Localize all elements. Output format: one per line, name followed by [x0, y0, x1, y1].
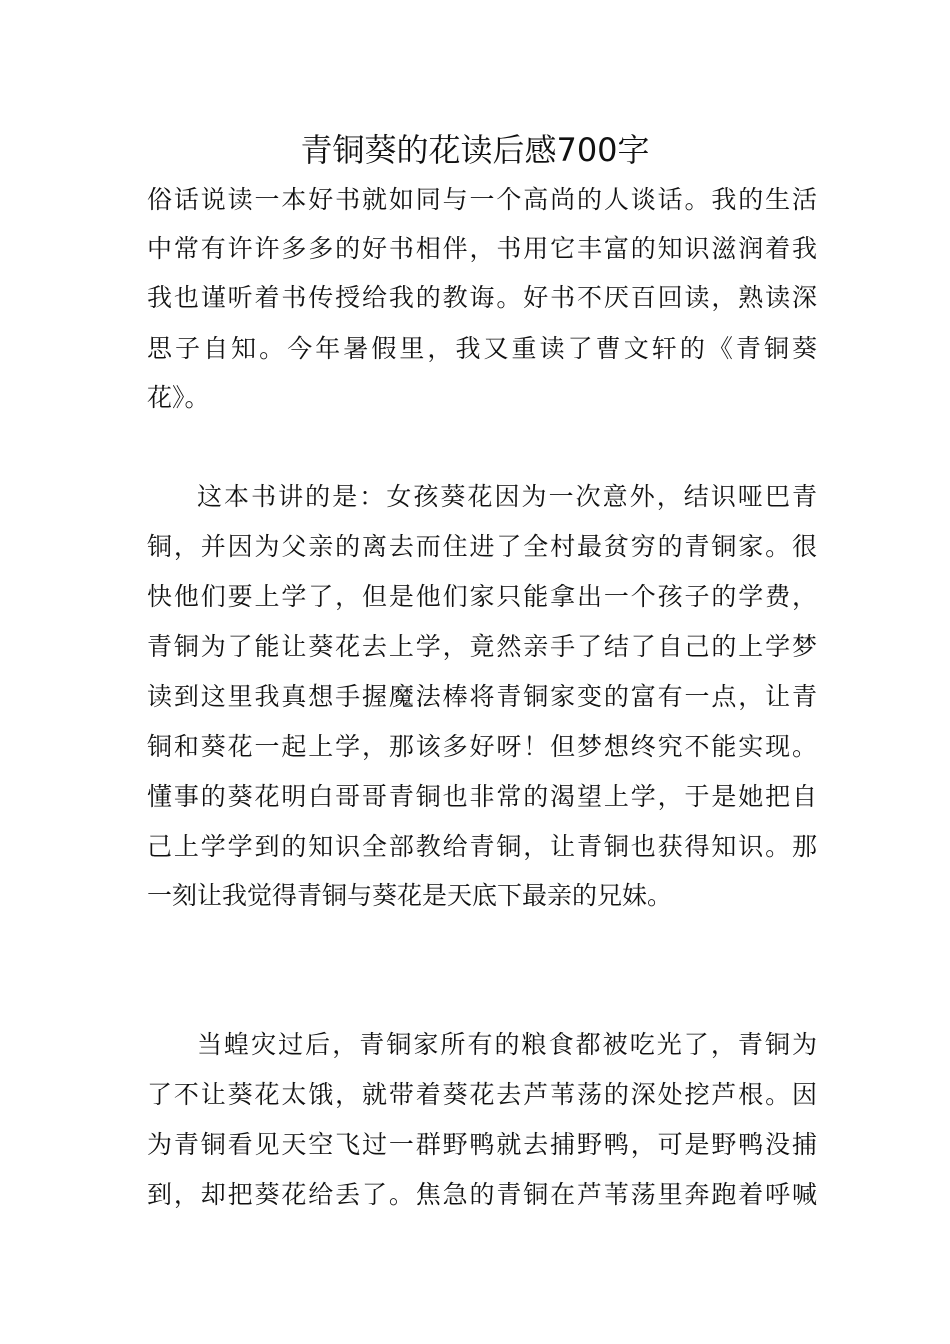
text-line: 俗话说读一本好书就如同与一个高尚的人谈话。我的生活 [147, 185, 817, 214]
text-line: 为青铜看见天空飞过一群野鸭就去捕野鸭，可是野鸭没捕 [147, 1130, 817, 1159]
text-line: 花》。 [147, 383, 210, 412]
text-line: 己上学学到的知识全部教给青铜，让青铜也获得知识。那 [147, 832, 817, 861]
text-line: 一刻让我觉得青铜与葵花是天底下最亲的兄妹。 [147, 881, 673, 910]
text-line: 到，却把葵花给丢了。焦急的青铜在芦苇荡里奔跑着呼喊 [147, 1180, 817, 1209]
text-line: 我也谨听着书传授给我的教诲。好书不厌百回读，熟读深 [147, 283, 817, 312]
text-line: 铜和葵花一起上学，那该多好呀！但梦想终究不能实现。 [147, 732, 817, 761]
text-line: 快他们要上学了，但是他们家只能拿出一个孩子的学费， [147, 582, 817, 611]
text-line: 读到这里我真想手握魔法棒将青铜家变的富有一点，让青 [147, 682, 817, 711]
text-line: 当蝗灾过后，青铜家所有的粮食都被吃光了，青铜为 [197, 1030, 817, 1059]
text-line: 铜，并因为父亲的离去而住进了全村最贫穷的青铜家。很 [147, 532, 817, 561]
document-title: 青铜葵的花读后感700字 [300, 131, 650, 169]
text-line: 懂事的葵花明白哥哥青铜也非常的渴望上学，于是她把自 [147, 782, 817, 811]
text-line: 了不让葵花太饿，就带着葵花去芦苇荡的深处挖芦根。因 [147, 1080, 817, 1109]
text-line: 青铜为了能让葵花去上学，竟然亲手了结了自己的上学梦 [147, 632, 817, 661]
text-line: 中常有许许多多的好书相伴，书用它丰富的知识滋润着我 [147, 234, 817, 263]
text-line: 这本书讲的是：女孩葵花因为一次意外，结识哑巴青 [197, 482, 817, 511]
text-line: 思子自知。今年暑假里，我又重读了曹文轩的《青铜葵 [147, 334, 817, 363]
